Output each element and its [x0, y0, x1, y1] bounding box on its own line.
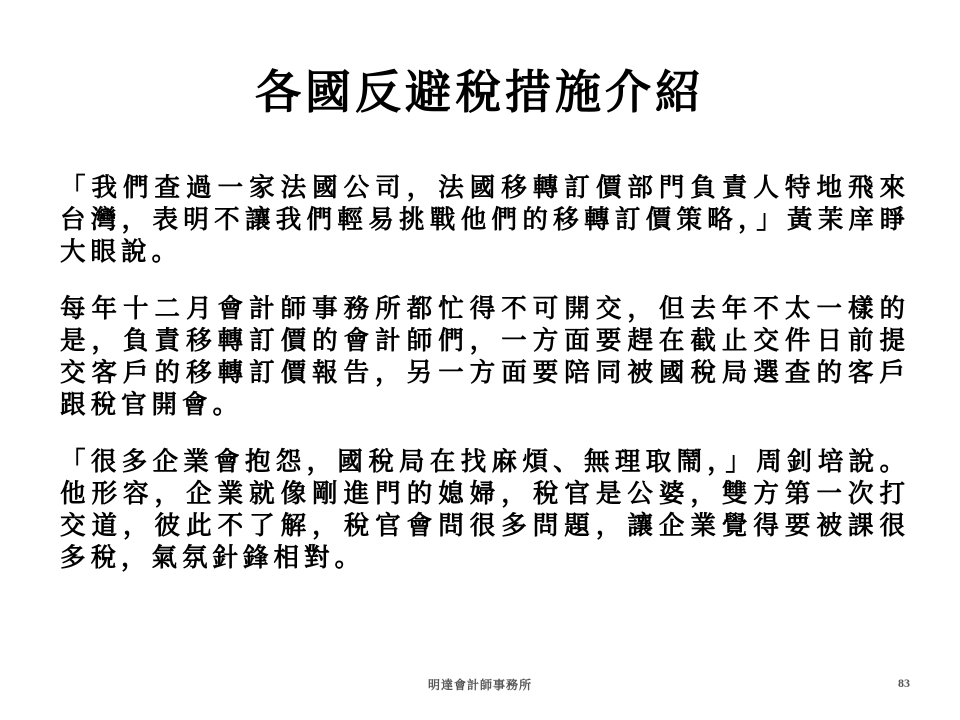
footer-page-number: 83 — [898, 676, 910, 690]
slide-title: 各國反避稅措施介紹 — [255, 65, 705, 119]
paragraph-december-busy: 每年十二月會計師事務所都忙得不可開交，但去年不太一樣的是，負責移轉訂價的會計師們，一方面要趕在截止交件日前提交客戶的移轉訂價報告，另一方面要陪同被國稅局選查的客戶跟稅官開會。 — [60, 294, 910, 420]
slide-body — [60, 172, 910, 599]
paragraph-quote-huang: 「我們查過一家法國公司，法國移轉訂價部門負責人特地飛來台灣，表明不讓我們輕易挑戰他們的移轉訂價策略，」黃茉庠睜大眼說。 — [60, 173, 910, 267]
footer-company-name: 明達會計師事務所 — [427, 678, 532, 692]
paragraph-quote-zhou: 「很多企業會抱怨，國稅局在找麻煩、無理取鬧，」周釗培說。他形容，企業就像剛進門的媳婦，稅官是公婆，雙方第一次打交道，彼此不了解，稅官會問很多問題，讓企業覺得要被課很多稅，氣氛針鋒相對。 — [60, 447, 910, 573]
